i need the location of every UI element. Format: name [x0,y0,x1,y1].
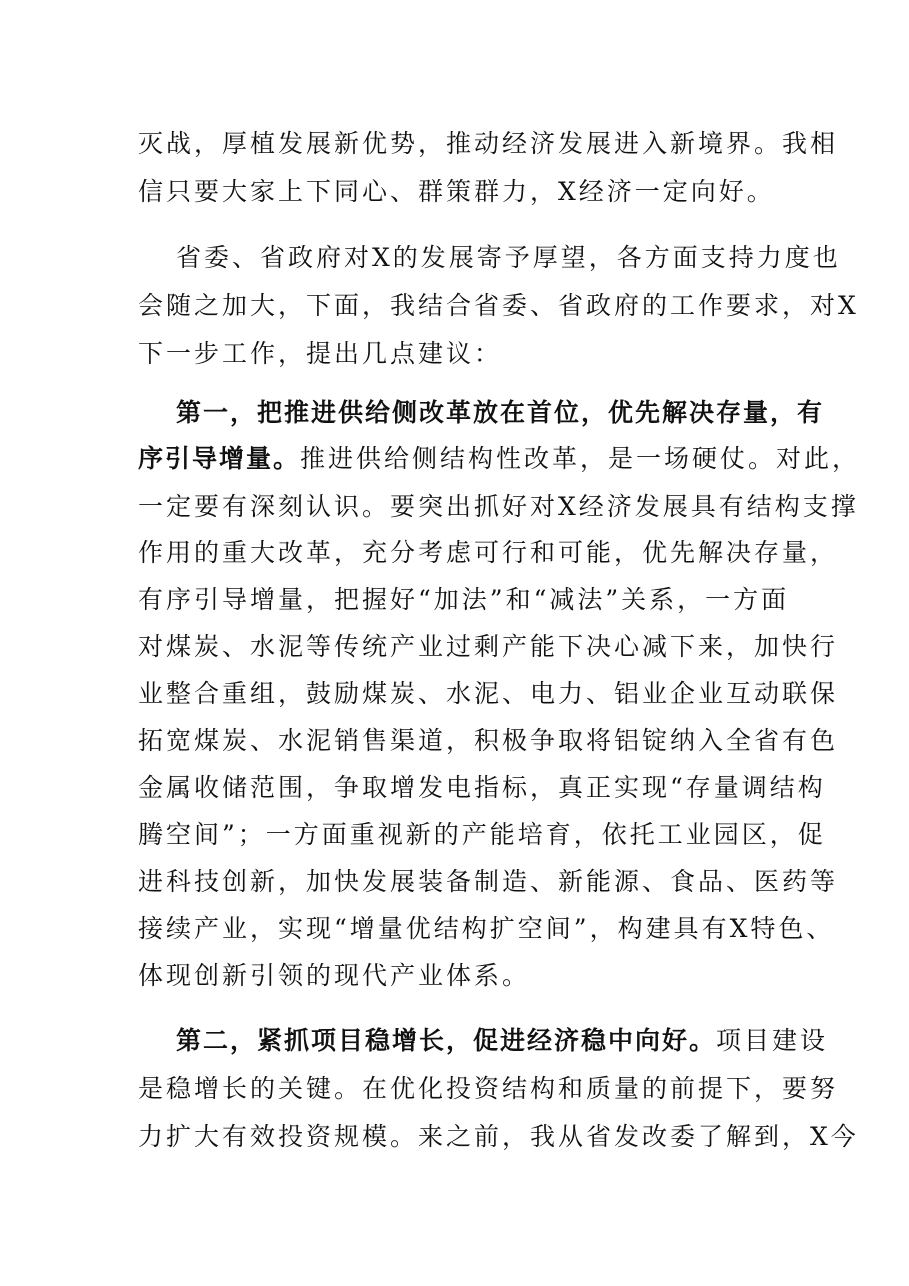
text-line: 业整合重组，鼓励煤炭、水泥、电力、铝业企业互动联保 [138,679,839,708]
text-span: 推进供给侧结构性改革，是一场硬仗。对此， [300,444,861,473]
text-line: 会随之加大，下面，我结合省委、省政府的工作要求，对X [138,291,859,320]
text-span: 项目建设 [716,1026,829,1055]
text-line [138,443,861,475]
text-line: 接续产业，实现“增量优结构扩空间”，构建具有X特色、 [138,914,835,943]
text-line: 一定要有深刻认识。要突出抓好对X经济发展具有结构支撑 [138,492,859,521]
text-line: 对煤炭、水泥等传统产业过剩产能下决心减下来，加快行 [138,632,839,661]
text-line [176,1025,829,1057]
text-line: 拓宽煤炭、水泥销售渠道，积极争取将铝锭纳入全省有色 [138,726,839,755]
section-heading-1-cont: 序引导增量。 [138,444,301,473]
section-heading-1: 第一，把推进供给侧改革放在首位，优先解决存量，有 [176,398,825,427]
text-line: 有序引导增量，把握好“加法”和“减法”关系，一方面 [138,585,790,614]
text-line: 作用的重大改革，充分考虑可行和可能，优先解决存量， [138,538,839,567]
text-line: 信只要大家上下同心、群策群力，X经济一定向好。 [138,177,775,206]
text-line: 灭战，厚植发展新优势，推动经济发展进入新境界。我相 [138,129,839,158]
section-heading-2: 第二，紧抓项目稳增长，促进经济稳中向好。 [176,1026,717,1055]
text-line: 体现创新引领的现代产业体系。 [138,961,531,990]
text-line: 省委、省政府对X的发展寄予厚望，各方面支持力度也 [176,243,841,272]
text-line: 下一步工作，提出几点建议： [138,339,503,368]
text-line: 力扩大有效投资规模。来之前，我从省发改委了解到，X今 [138,1122,859,1151]
text-line: 金属收储范围，争取增发电指标，真正实现“存量调结构 [138,773,826,802]
text-line: 进科技创新，加快发展装备制造、新能源、食品、医药等 [138,867,839,896]
text-line: 是稳增长的关键。在优化投资结构和质量的前提下，要努 [138,1074,839,1103]
text-line: 腾空间”；一方面重视新的产能培育，依托工业园区，促 [138,820,826,849]
